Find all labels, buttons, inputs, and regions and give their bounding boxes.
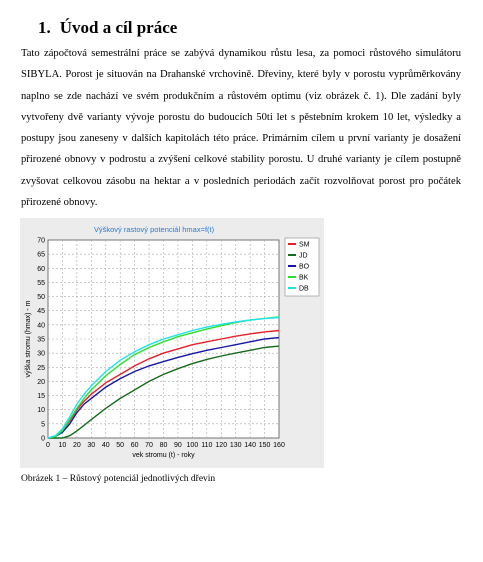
legend-label-jd: JD bbox=[299, 252, 308, 260]
x-tick-label: 30 bbox=[87, 442, 96, 449]
y-tick-label: 55 bbox=[37, 279, 45, 287]
y-tick-label: 60 bbox=[37, 265, 45, 273]
x-tick-label: 10 bbox=[58, 442, 67, 449]
legend-label-bo: BO bbox=[299, 263, 310, 271]
legend-label-bk: BK bbox=[299, 274, 309, 282]
y-tick-label: 5 bbox=[41, 421, 45, 429]
x-tick-label: 40 bbox=[101, 442, 110, 449]
x-tick-label: 140 bbox=[244, 442, 256, 449]
y-tick-label: 10 bbox=[37, 407, 45, 415]
x-tick-label: 130 bbox=[229, 442, 242, 449]
section-number: 1. bbox=[38, 18, 51, 37]
x-tick-label: 70 bbox=[145, 442, 153, 449]
y-tick-label: 40 bbox=[37, 322, 45, 330]
x-tick-label: 20 bbox=[72, 442, 81, 449]
x-tick-label: 0 bbox=[46, 442, 50, 449]
intro-paragraph: Tato zápočtová semestrální práce se zabývá dynamikou růstu lesa, za pomoci růstového simulátoru SIBYLA. Porost je situován na Drahanské vrchovině. Dřeviny, které byly v porostu vyprůměrkovány naplno se zde nachází ve svém produkčním a růstovém optimu (viz obrázek č. 1). Dle zadání byly vytvořeny dvě varianty vývoje porostu do budoucích 50ti let s pěstebním krokem 10 let, výsledky a postupy jsou zaneseny v dalších kapitolách této práce. Primárním cílem u první varianty je dosažení přirozené obnovy v podrostu a zvýšení celkové stability porostu. U druhé varianty je cílem postupně zvyšovat celkovou zásobu na hektar a v posledních periodách začít rozvolňovat porost pro počátek přirozené obnovy. bbox=[21, 48, 461, 209]
y-tick-label: 65 bbox=[37, 251, 45, 259]
figure-caption: Obrázek 1 – Růstový potenciál jednotlivých dřevin bbox=[21, 474, 216, 484]
y-tick-label: 15 bbox=[37, 393, 45, 401]
growth-potential-chart bbox=[20, 218, 324, 468]
y-tick-label: 30 bbox=[37, 350, 45, 358]
section-title: Úvod a cíl práce bbox=[59, 18, 178, 37]
y-tick-label: 70 bbox=[37, 237, 45, 245]
legend-label-sm: SM bbox=[299, 241, 310, 249]
y-tick-label: 50 bbox=[37, 294, 45, 302]
x-tick-label: 50 bbox=[116, 442, 125, 449]
x-axis-label: vek stromu (t) - roky bbox=[132, 452, 195, 459]
section-heading bbox=[38, 18, 177, 38]
x-tick-label: 120 bbox=[215, 442, 228, 449]
x-tick-label: 160 bbox=[273, 442, 285, 449]
y-tick-label: 25 bbox=[37, 364, 45, 372]
x-tick-label: 80 bbox=[159, 442, 168, 449]
x-tick-label: 100 bbox=[186, 442, 199, 449]
x-tick-label: 150 bbox=[258, 442, 271, 449]
chart-title: Výškový rastový potenciál hmax=f(t) bbox=[93, 225, 215, 234]
y-tick-label: 0 bbox=[41, 435, 45, 443]
x-tick-label: 90 bbox=[174, 442, 182, 449]
y-tick-label: 45 bbox=[37, 308, 45, 316]
y-axis-label: výška stromu (hmax) - m bbox=[25, 300, 32, 378]
legend-label-db: DB bbox=[299, 285, 309, 293]
chart-svg bbox=[20, 218, 324, 468]
y-tick-label: 20 bbox=[37, 378, 45, 386]
x-tick-label: 60 bbox=[130, 442, 139, 449]
y-tick-label: 35 bbox=[37, 336, 45, 344]
x-tick-label: 110 bbox=[201, 442, 213, 449]
